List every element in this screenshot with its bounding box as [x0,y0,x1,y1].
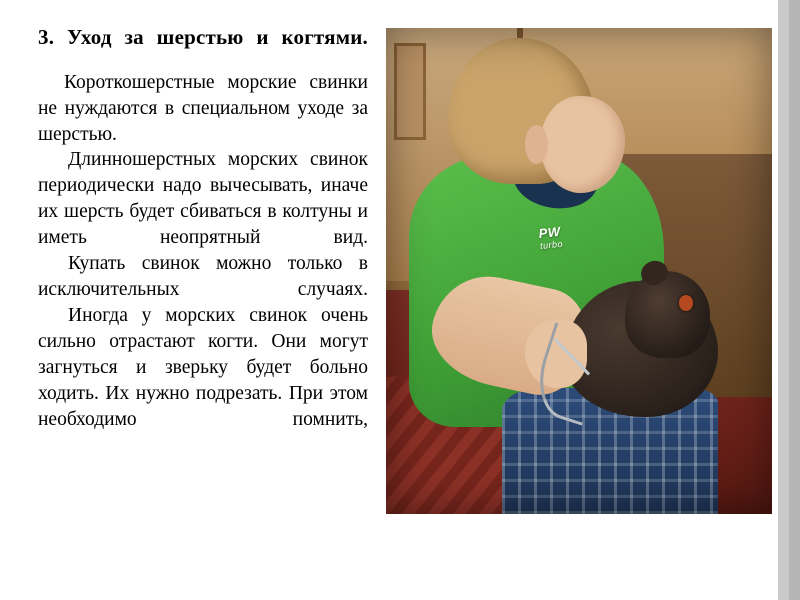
text-column [38,24,368,600]
photo-guinea-pig-eye [679,295,693,311]
paragraph-3: Купать свинок можно только в исключительных случаях. [38,253,368,301]
shirt-logo-subtext: turbo [539,239,564,252]
page-title: 3. Уход за шерстью и когтями. [38,25,368,49]
photo-door-panel [394,43,426,140]
photo-guinea-pig-head [625,271,710,358]
photo-canvas [386,28,772,514]
shirt-logo-text: PW [538,224,562,242]
photo-shirt-logo [538,218,619,270]
decorative-right-band-inner [789,0,800,600]
photo-boy-ear [525,125,548,164]
paragraph-1: Короткошерстные морские свинки не нуждаются в специальном уходе за шерстью. [38,71,368,145]
decorative-right-band [778,0,800,600]
paragraph-4: Иногда у морских свинок очень сильно отрастают когти. Они могут загнуться и зверьку будет больно ходить. Их нужно подрезать. При этом необходимо помнить, [38,305,368,430]
photo-boy-trimming-guinea-pig-claws [386,28,772,514]
paragraph-2: Длинношерстных морских свинок периодически надо вычесывать, иначе их шерсть будет сбиваться в колтуны и иметь неопрятный вид. [38,149,368,249]
